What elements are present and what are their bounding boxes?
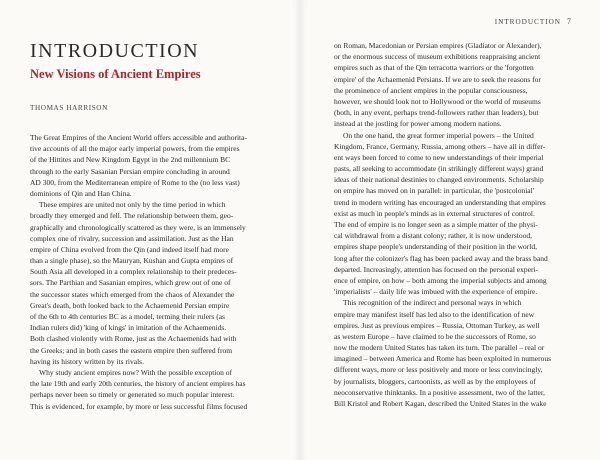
- text-line: trend in modern writing has encouraged an understanding that empires: [334, 197, 546, 207]
- text-line: ent ways been forced to come to new understandings of their imperial: [334, 152, 544, 162]
- text-line: or the enormous success of museum exhibitions reappraising ancient: [334, 52, 541, 62]
- text-line: empires shape people's understanding of their position in the world,: [334, 242, 537, 252]
- page-number: 7: [567, 17, 572, 26]
- text-line: Bill Kristol and Robert Kagan, described the United States in the wake: [334, 399, 547, 408]
- text-line: now the modern United States has taken its turn. The parallel – real or: [334, 343, 545, 353]
- text-line: empire' of the Achaemenid Persians. If we are to seek the reasons for: [334, 74, 541, 84]
- text-line: imagined – between America and Rome has been exploited in numerous: [334, 354, 552, 364]
- text-line: (both, in any event, perhaps trend-followers rather than leaders), but: [334, 108, 539, 118]
- text-line: sors. The Parthian and Sasanian empires, which grew out of one of: [30, 278, 231, 288]
- text-line: broadly they emerged and fell. The relationship between them, geo-: [30, 211, 234, 221]
- text-line: ence of empire, on how – both among the imperial subjects and among: [334, 275, 547, 285]
- text-line: Great's death, both looked back to the Achaemenid Persian empire: [30, 300, 230, 310]
- text-line: empire may manifest itself has led also to the identification of new: [334, 309, 535, 319]
- chapter-title: INTRODUCTION: [30, 40, 200, 62]
- text-line: than a single phase), so the Mauryan, Kushan and Gupta empires of: [30, 256, 234, 266]
- text-line: exist as much in people's minds as in external structures of control.: [334, 208, 535, 218]
- text-line: empires such as that of the Qin terracotta warriors or the 'forgotten: [334, 63, 534, 73]
- text-line: This is evidenced, for example, by more or less successful films focused: [30, 401, 248, 411]
- text-line: graphically and chronologically scattered as they were, is an immensely: [30, 222, 246, 232]
- text-line: by journalists, bloggers, cartoonists, as well as by the employees of: [334, 376, 536, 386]
- text-line: Kingdom, France, Germany, Russia, among others – have all in differ-: [334, 141, 546, 151]
- text-line: Indian rulers did) 'king of kings' in imitation of the Achaemenids.: [30, 323, 227, 333]
- text-line: This recognition of the indirect and personal ways in which: [343, 298, 522, 308]
- text-line: South Asia all developed in a complex relationship to their predeces-: [30, 267, 237, 277]
- text-line: pasts, all seeking to accommodate (in strikingly different ways) grand: [334, 164, 544, 174]
- right-body-text: [334, 40, 586, 409]
- text-line: as western Europe – have claimed to be the successors of Rome, so: [334, 331, 536, 341]
- text-line: of the 6th to 4th centuries BC as a model, terming their rulers (as: [30, 312, 225, 321]
- left-body-text: [30, 132, 284, 412]
- text-line: having its history written by its rivals.: [30, 356, 144, 366]
- text-line: long after the colonizer's flag has been packed away and the brass band: [334, 253, 548, 263]
- text-line: 'imperialists' – daily life was imbued with the experience of empire.: [334, 287, 538, 297]
- text-line: the prominence of ancient empires in the popular consciousness,: [334, 85, 528, 95]
- text-line: The Great Empires of the Ancient World offers accessible and authorita-: [30, 133, 247, 142]
- text-line: through to the early Sasanian Persian empire concluding in around: [30, 166, 230, 176]
- text-line: AD 300, from the Mediterranean empire of Rome to the (no less vast): [30, 177, 240, 187]
- text-line: on empire has moved on in parallel: in particular, the 'postcolonial': [334, 186, 535, 196]
- text-line: instead at the jostling for power among modern nations.: [334, 119, 502, 129]
- text-line: These empires are united not only by the time period in which: [39, 200, 226, 210]
- author-name: THOMAS HARRISON: [30, 104, 108, 112]
- text-line: perhaps never been so timely or generated so much popular interest.: [30, 390, 235, 400]
- text-line: complex one of rivalry, succession and assimilation. Just as the Han: [30, 233, 234, 243]
- text-line: the successor states which emerged from the chaos of Alexander the: [30, 289, 235, 299]
- text-line: tive accounts of all the major early imperial powers, from the empires: [30, 144, 240, 154]
- chapter-subtitle: New Visions of Ancient Empires: [30, 67, 201, 81]
- text-line: the late 19th and early 20th centuries, the history of ancient empires has: [30, 379, 246, 389]
- text-line: different ways, more or less positively and more or less convincingly,: [334, 365, 543, 375]
- text-line: The end of empire is no longer seen as a simple matter of the physi-: [334, 220, 538, 229]
- text-line: on Roman, Macedonian or Persian empires (Gladiator or Alexander),: [334, 41, 542, 50]
- text-line: departed. Increasingly, attention has focused on the personal experi-: [334, 264, 539, 274]
- text-line: cal withdrawal from a distant colony; rather, it is now understood,: [334, 231, 532, 241]
- text-line: ideas of their national destinies to changed environments. Scholarship: [334, 175, 544, 185]
- running-head-title: INTRODUCTION: [494, 18, 561, 26]
- text-line: Both clashed violently with Rome, just as the Achaemenids had with: [30, 334, 237, 344]
- text-line: empires. Just as previous empires – Russia, Ottoman Turkey, as well: [334, 320, 540, 330]
- text-line: dominions of Qin and Han China.: [30, 188, 132, 198]
- text-line: the Greeks; and in both cases the eastern empire then suffered from: [30, 345, 233, 355]
- text-line: empire of China evolved from the Qin (and indeed itself had more: [30, 244, 229, 254]
- running-head: [495, 17, 572, 26]
- text-line: neoconservative thinktanks. In a positive assessment, two of the latter,: [334, 387, 545, 397]
- text-line: On the one hand, the great former imperial powers – the United: [343, 130, 534, 140]
- text-line: of the Hittites and New Kingdom Egypt in the 2nd millennium BC: [30, 155, 231, 165]
- text-line: Why study ancient empires now? With the possible exception of: [39, 367, 233, 377]
- text-line: however, we should look not to Hollywood or the world of museums: [334, 96, 541, 106]
